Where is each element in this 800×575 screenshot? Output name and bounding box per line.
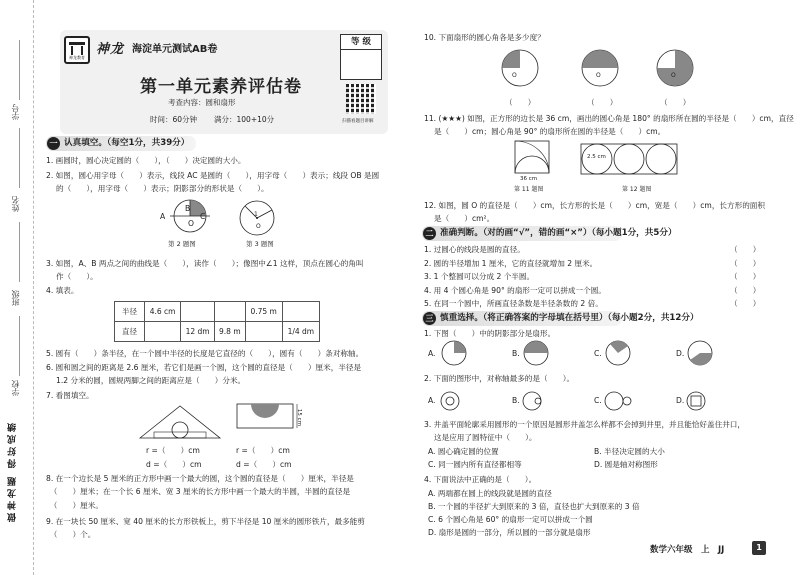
motto: 做神龙题 得好成绩: [8, 420, 18, 523]
question-line: 1.2 分米的圆，圆规两脚之间的距离应是（ ）分米。: [46, 376, 246, 385]
question-line: 10. 下面扇形的圆心角各是多少度？: [424, 33, 545, 42]
section-number: 二: [423, 227, 436, 240]
judge-item: 2. 圆的半径增加 1 厘米，它的直径就增加 2 厘米。: [424, 259, 598, 268]
option-letter: D.: [676, 349, 685, 358]
figure-7a: [140, 402, 220, 442]
question-line: 是（ ）cm²。: [424, 214, 495, 223]
figure-caption: 第 2 题图: [168, 240, 196, 248]
question-line: 7. 看图填空。: [46, 391, 94, 400]
judge-item: 1. 过圆心的线段是圆的直径。: [424, 245, 525, 254]
fill-table: [114, 301, 320, 342]
question-line: 1. 画圆时，圆心决定圆的（ ），（ ）决定圆的大小。: [46, 156, 246, 165]
answer-paren: （ ）: [587, 98, 618, 107]
table-cell: 12 dm: [181, 322, 215, 342]
section-number: 三: [423, 312, 436, 325]
answer-paren: （ ）: [730, 245, 761, 254]
question-line: 6. 圆和圆之间的距离是 2.6 厘米，若它们是画一个圆，这个圆的直径是（ ）厘米，半径是: [46, 363, 362, 372]
figure-7b: [235, 402, 301, 442]
fig-label-A: A: [160, 212, 166, 221]
answer-paren: （ ）: [730, 286, 761, 295]
question-line: 是（ ）cm；圆心角是 90° 的扇形所在圆的半径是（ ）cm。: [424, 127, 666, 136]
judge-item: 3. 1 个整圆可以分成 2 个半圆。: [424, 272, 535, 281]
answer-paren: （ ）: [660, 98, 691, 107]
fig-dim: 15 cm: [296, 408, 303, 427]
footer-subject: 数学六年级 上 JJ: [650, 545, 725, 555]
fig-label-O: O: [596, 72, 601, 79]
answer-paren: （ ）: [730, 299, 761, 308]
fig-label-O: O: [188, 219, 194, 228]
choice-option: C. 6 个圆心角是 60° 的扇形一定可以拼成一个圆: [428, 515, 593, 524]
fig-dim: 36 cm: [520, 176, 538, 182]
fig-answer: d =（ ）cm: [236, 460, 292, 469]
table-cell: [245, 322, 282, 342]
choice-question: 2. 下面的图形中，对称轴最多的是（ ）。: [424, 374, 575, 383]
question-line: 3. 如图，A、B 两点之间的曲线是（ ），读作（ ）；像图中∠1 这样，顶点在圆心的角叫: [46, 259, 364, 268]
qr-code[interactable]: [346, 84, 376, 114]
table-cell: 直径: [115, 322, 145, 342]
fig-label-1: 1: [254, 211, 258, 218]
divider: [19, 222, 20, 282]
label-school: 学校: [11, 380, 20, 396]
fig-label-O: O: [512, 72, 517, 79]
fig-answer: d =（ ）cm: [146, 460, 202, 469]
option-letter: A.: [428, 396, 436, 405]
label-student-id: 学号: [11, 104, 20, 120]
choice-option: C. 同一圆内所有直径都相等: [428, 460, 522, 469]
logo-text: 神龙教育: [69, 55, 85, 60]
figure-caption: 第 11 题图: [514, 186, 544, 193]
answer-paren: （ ）: [505, 98, 536, 107]
choice-option: D. 圆是轴对称图形: [594, 460, 658, 469]
grade-box: [340, 34, 382, 80]
content-line: 考查内容：圆和扇形: [168, 98, 236, 107]
option-letter: D.: [676, 396, 685, 405]
time-line: 时间：60分钟: [150, 115, 198, 124]
qr-caption: 扫描看题目讲解: [342, 119, 374, 124]
question-line: （ ）厘米。: [46, 501, 103, 510]
page-title: 第一单元素养评估卷: [140, 77, 302, 97]
figure-11: [514, 140, 550, 174]
section-title: 认真填空。（每空1分，共39分）: [64, 138, 190, 148]
series-name: 海淀单元测试AB卷: [132, 44, 218, 55]
choice-2-figures: [440, 389, 770, 413]
figure-caption: 第 12 题图: [622, 186, 652, 193]
question-line: 2. 如图，圆心用字母（ ）表示，线段 AC 是圆的（ ），用字母（ ）表示；线段 OB 是圆: [46, 171, 380, 180]
answer-paren: （ ）: [730, 272, 761, 281]
question-line: 8. 在一个边长是 5 厘米的正方形中画一个最大的圆，这个圆的直径是（ ）厘米，半径是: [46, 474, 354, 483]
choice-question: 1. 下图（ ）中的阴影部分是扇形。: [424, 329, 556, 338]
table-cell: 4.6 cm: [145, 302, 181, 322]
figure-caption: 第 3 题图: [246, 240, 274, 248]
brand-name: 神龙: [96, 42, 125, 57]
fig-answer: r =（ ）cm: [236, 446, 290, 455]
figure-10: [500, 46, 800, 92]
logo: [64, 36, 90, 64]
section-title: 慎重选择。（将正确答案的字母填在括号里）（每小题2分，共12分）: [440, 313, 699, 323]
section-title: 准确判断。（对的画“√”，错的画“×”）（每小题1分，共5分）: [440, 228, 677, 238]
divider: [19, 40, 20, 100]
label-name: 姓名: [11, 196, 20, 212]
score-line: 满分：100+10分: [214, 115, 275, 124]
table-cell: [215, 302, 246, 322]
fig-label-O: O: [256, 223, 261, 230]
question-line: 4. 填表。: [46, 286, 79, 295]
fig-label-C: C: [200, 212, 206, 221]
option-letter: B.: [512, 349, 520, 358]
section-number: 一: [47, 137, 60, 150]
choice-question: 这是应用了圆特征中（ ）。: [424, 433, 537, 442]
question-line: 12. 如图，圆 O 的直径是（ ）cm，长方形的长是（ ）cm，宽是（ ）cm，长方形的面积: [424, 201, 765, 210]
choice-1-figures: [440, 340, 770, 366]
choice-option: A. 圆心确定圆的位置: [428, 447, 499, 456]
choice-option: B. 半径决定圆的大小: [594, 447, 665, 456]
question-line: 5. 圆有（ ）条半径，在一个圆中半径的长度是它直径的（ ），圆有（ ）条对称轴。: [46, 349, 364, 358]
divider: [19, 128, 20, 188]
question-line: 9. 在一块长 50 厘米、宽 40 厘米的长方形铁板上，剪下半径是 10 厘米的圆形铁片，最多能剪: [46, 517, 365, 526]
choice-option: B. 一个圆的半径扩大到原来的 3 倍，直径也扩大到原来的 3 倍: [428, 502, 640, 511]
binding-strip: [0, 0, 34, 575]
table-cell: 1/4 dm: [282, 322, 319, 342]
fig-label-O: O: [671, 72, 676, 79]
question-line: 作（ ）。: [46, 272, 98, 281]
fig-answer: r =（ ）cm: [146, 446, 200, 455]
question-line: （ ）厘米；在一个长 6 厘米、宽 3 厘米的长方形中画一个最大的半圆，半圆的直径是: [46, 487, 351, 496]
choice-question: 4. 下面说法中正确的是（ ）。: [424, 475, 537, 484]
page-number: 1: [752, 541, 766, 555]
divider: [19, 316, 20, 376]
option-letter: C.: [594, 349, 602, 358]
choice-question: 3. 井盖平面轮廓采用圆形的一个原因是圆形井盖怎么样都不会掉到井里，并且能恰好盖住井口，: [424, 420, 745, 429]
option-letter: C.: [594, 396, 602, 405]
judge-item: 5. 在同一个圆中，所画直径条数是半径条数的 2 倍。: [424, 299, 603, 308]
question-line: 11. (★★★) 如图，正方形的边长是 36 cm，画出的圆心角是 180° 的扇形所在圆的半径是（ ）cm，直径: [424, 114, 794, 123]
table-cell: 9.8 m: [215, 322, 246, 342]
judge-item: 4. 用 4 个圆心角是 90° 的扇形一定可以拼成一个圆。: [424, 286, 606, 295]
table-cell: 半径: [115, 302, 145, 322]
table-row: [115, 322, 320, 342]
answer-paren: （ ）: [730, 259, 761, 268]
fig-dim: 2.5 cm: [587, 154, 606, 160]
option-letter: A.: [428, 349, 436, 358]
question-line: （ ）个。: [46, 530, 96, 539]
option-letter: B.: [512, 396, 520, 405]
table-cell: [282, 302, 319, 322]
table-cell: [181, 302, 215, 322]
grade-label: 等 级: [341, 35, 381, 50]
fig-label-B: B: [185, 204, 191, 213]
choice-option: A. 两端都在圆上的线段就是圆的直径: [428, 489, 552, 498]
table-row: [115, 302, 320, 322]
table-cell: 0.75 m: [245, 302, 282, 322]
label-class: 班级: [11, 290, 20, 306]
question-line: 的（ ），用字母（ ）表示；阴影部分的形状是（ ）。: [46, 184, 269, 193]
table-cell: [145, 322, 181, 342]
choice-option: D. 扇形是圆的一部分，所以圆的一部分就是扇形: [428, 528, 591, 537]
